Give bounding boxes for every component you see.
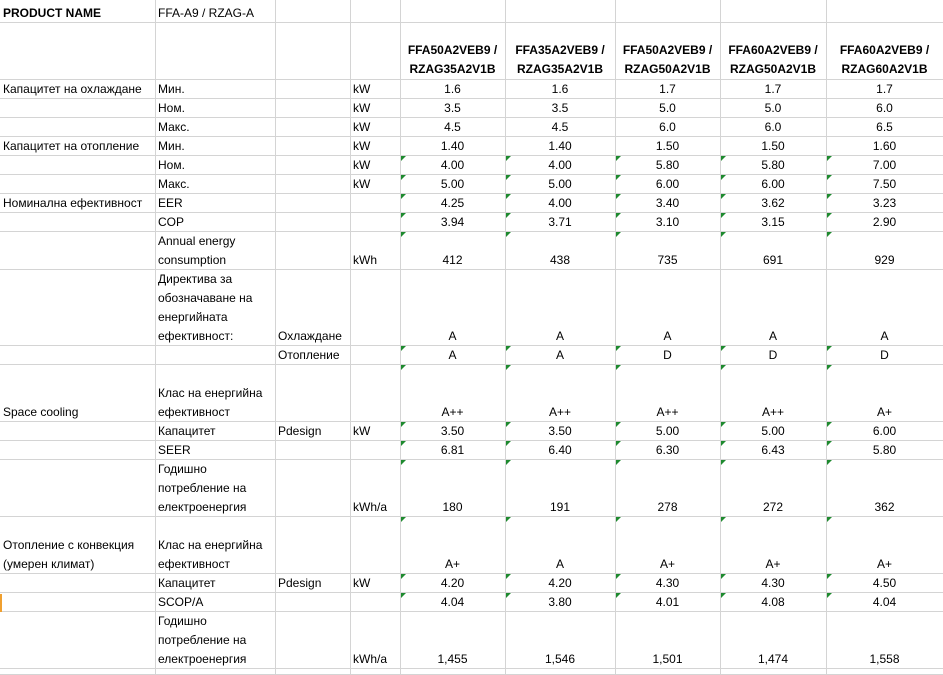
value-cell[interactable]: 4.00	[548, 196, 572, 210]
row-unit-label[interactable]: kW	[353, 120, 371, 134]
error-indicator-icon	[827, 346, 832, 351]
value-cell[interactable]: 4.20	[440, 576, 465, 590]
error-indicator-icon	[827, 441, 832, 446]
value-cell[interactable]: 4.08	[761, 595, 785, 609]
value-cell[interactable]: D	[880, 348, 889, 362]
value-cell[interactable]: 6.00	[872, 424, 897, 438]
error-indicator-icon	[616, 365, 621, 370]
value-cell[interactable]: 3.40	[655, 196, 680, 210]
error-indicator-icon	[827, 365, 832, 370]
value-cell[interactable]: 1.7	[876, 82, 893, 96]
value-cell[interactable]: 191	[549, 500, 571, 514]
value-cell[interactable]: 1.7	[764, 82, 782, 96]
value-cell[interactable]: 412	[442, 253, 463, 267]
product-name-label[interactable]: PRODUCT NAME	[3, 6, 101, 20]
value-cell[interactable]: 3.94	[440, 215, 465, 229]
value-cell[interactable]: A	[555, 557, 564, 571]
error-indicator-icon	[827, 422, 832, 427]
error-indicator-icon	[401, 213, 406, 218]
value-cell[interactable]: 6.0	[659, 120, 676, 134]
model-indoor-name: FFA60A2VEB9 /	[839, 43, 930, 57]
row-group-label[interactable]: Капацитет на охлаждане	[3, 82, 142, 96]
error-indicator-icon	[616, 441, 621, 446]
model-header-cell[interactable]	[400, 41, 505, 79]
model-outdoor-name: RZAG35A2V1B	[516, 62, 604, 76]
value-cell[interactable]: A+	[444, 557, 460, 571]
row-gridline	[0, 22, 943, 23]
value-cell[interactable]: 4.20	[548, 576, 572, 590]
value-cell[interactable]: 3.71	[548, 215, 572, 229]
value-cell[interactable]: 6.30	[655, 443, 680, 457]
error-indicator-icon	[401, 232, 406, 237]
error-indicator-icon	[616, 460, 621, 465]
model-outdoor-name: RZAG35A2V1B	[409, 62, 496, 76]
value-cell[interactable]: 4.04	[872, 595, 897, 609]
error-indicator-icon	[827, 460, 832, 465]
value-cell[interactable]: 5.80	[872, 443, 897, 457]
row-sub-label[interactable]: Макс.	[158, 120, 190, 134]
row-parameter-label[interactable]: Pdesign	[278, 424, 322, 438]
value-cell[interactable]: 6.00	[655, 177, 680, 191]
error-indicator-icon	[827, 156, 832, 161]
row-unit-label[interactable]: kW	[353, 82, 371, 96]
value-cell[interactable]: 1,501	[652, 652, 683, 666]
row-sub-label[interactable]: Ном.	[158, 101, 185, 115]
row-sub-label[interactable]: Макс.	[158, 177, 190, 191]
value-cell[interactable]: A++	[441, 405, 464, 419]
error-indicator-icon	[721, 194, 726, 199]
value-cell[interactable]: A++	[761, 405, 785, 419]
error-indicator-icon	[616, 175, 621, 180]
error-indicator-icon	[721, 232, 726, 237]
error-indicator-icon	[616, 593, 621, 598]
value-cell[interactable]: 4.30	[655, 576, 680, 590]
value-cell[interactable]: A+	[765, 557, 781, 571]
value-cell[interactable]: 5.0	[659, 101, 676, 115]
row-unit-label[interactable]: kWh	[353, 253, 377, 267]
value-cell[interactable]: 7.50	[872, 177, 897, 191]
value-cell[interactable]: 362	[874, 500, 895, 514]
model-indoor-name: FFA35A2VEB9 /	[515, 43, 605, 57]
value-cell[interactable]: 272	[762, 500, 784, 514]
row-unit-label[interactable]: kW	[353, 177, 371, 191]
value-cell[interactable]: 4.30	[761, 576, 785, 590]
value-cell[interactable]: 4.5	[551, 120, 569, 134]
error-indicator-icon	[616, 194, 621, 199]
value-cell[interactable]: 3.5	[551, 101, 569, 115]
row-sub-label[interactable]: Мин.	[158, 82, 185, 96]
value-cell[interactable]: 1.50	[761, 139, 785, 153]
value-cell[interactable]: 6.0	[876, 101, 893, 115]
value-cell[interactable]: 4.01	[655, 595, 680, 609]
error-indicator-icon	[401, 593, 406, 598]
row-sub-label[interactable]: Мин.	[158, 139, 185, 153]
model-header-cell[interactable]	[826, 41, 943, 79]
error-indicator-icon	[721, 156, 726, 161]
error-indicator-icon	[506, 232, 511, 237]
model-indoor-name: FFA60A2VEB9 /	[728, 43, 818, 57]
row-sub-label[interactable]: SEER	[158, 443, 191, 457]
value-cell[interactable]: 1.6	[551, 82, 569, 96]
value-cell[interactable]: 6.00	[761, 177, 785, 191]
error-indicator-icon	[827, 175, 832, 180]
value-cell[interactable]: 4.50	[872, 576, 897, 590]
error-indicator-icon	[506, 194, 511, 199]
value-cell[interactable]: A	[555, 329, 564, 343]
error-indicator-icon	[616, 574, 621, 579]
model-indoor-name: FFA50A2VEB9 /	[622, 43, 713, 57]
row-group-label[interactable]: Капацитет на отопление	[3, 139, 140, 153]
row-unit-label[interactable]: kW	[353, 424, 371, 438]
value-cell[interactable]: 5.0	[764, 101, 782, 115]
value-cell[interactable]: 4.5	[444, 120, 461, 134]
value-cell[interactable]: 1,455	[437, 652, 468, 666]
error-indicator-icon	[401, 156, 406, 161]
row-sub-label[interactable]: Капацитет	[158, 576, 216, 590]
value-cell[interactable]: A	[555, 348, 564, 362]
error-indicator-icon	[827, 517, 832, 522]
value-cell[interactable]: A	[448, 329, 457, 343]
error-indicator-icon	[721, 574, 726, 579]
value-cell[interactable]: 1,558	[869, 652, 900, 666]
model-header-cell[interactable]	[615, 41, 720, 79]
error-indicator-icon	[616, 346, 621, 351]
row-sub-label[interactable]: Директива за обозначаване на енергийната ефективност:	[158, 272, 253, 343]
value-cell[interactable]: 691	[762, 253, 784, 267]
error-indicator-icon	[506, 593, 511, 598]
value-cell[interactable]: 438	[549, 253, 571, 267]
value-cell[interactable]: A+	[659, 557, 675, 571]
error-indicator-icon	[506, 213, 511, 218]
error-indicator-icon	[721, 517, 726, 522]
value-cell[interactable]: 2.90	[872, 215, 897, 229]
error-indicator-icon	[721, 460, 726, 465]
error-indicator-icon	[721, 593, 726, 598]
value-cell[interactable]: 180	[442, 500, 463, 514]
row-sub-label[interactable]: EER	[158, 196, 183, 210]
error-indicator-icon	[827, 213, 832, 218]
value-cell[interactable]: 3.62	[761, 196, 785, 210]
row-unit-label[interactable]: kW	[353, 158, 371, 172]
value-cell[interactable]: 3.50	[440, 424, 465, 438]
value-cell[interactable]: D	[768, 348, 778, 362]
model-outdoor-name: RZAG60A2V1B	[841, 62, 928, 76]
value-cell[interactable]: 5.00	[548, 177, 572, 191]
error-indicator-icon	[721, 346, 726, 351]
row-group-label[interactable]: Отопление с конвекция (умерен климат)	[3, 538, 135, 571]
value-cell[interactable]: 1.60	[872, 139, 897, 153]
value-cell[interactable]: 1,546	[544, 652, 576, 666]
error-indicator-icon	[506, 441, 511, 446]
value-cell[interactable]: 3.15	[761, 215, 785, 229]
error-indicator-icon	[827, 232, 832, 237]
row-unit-label[interactable]: kW	[353, 139, 371, 153]
value-cell[interactable]: A	[663, 329, 672, 343]
error-indicator-icon	[616, 213, 621, 218]
value-cell[interactable]: 1.40	[548, 139, 572, 153]
value-cell[interactable]: 5.00	[440, 177, 465, 191]
error-indicator-icon	[401, 365, 406, 370]
error-indicator-icon	[721, 213, 726, 218]
error-indicator-icon	[401, 441, 406, 446]
error-indicator-icon	[506, 460, 511, 465]
row-sub-label[interactable]: Annual energy consumption	[158, 234, 236, 267]
error-indicator-icon	[401, 517, 406, 522]
model-header-cell[interactable]	[720, 41, 826, 79]
value-cell[interactable]: A	[448, 348, 457, 362]
row-sub-label[interactable]: Капацитет	[158, 424, 216, 438]
value-cell[interactable]: 3.23	[872, 196, 897, 210]
row-sub-label[interactable]: Годишно потребление на електроенергия	[158, 614, 247, 666]
value-cell[interactable]: 1.6	[444, 82, 461, 96]
value-cell[interactable]: 1.7	[659, 82, 676, 96]
error-indicator-icon	[506, 156, 511, 161]
error-indicator-icon	[616, 422, 621, 427]
value-cell[interactable]: 1,474	[757, 652, 789, 666]
value-cell[interactable]: A++	[548, 405, 572, 419]
error-indicator-icon	[616, 517, 621, 522]
error-indicator-icon	[616, 232, 621, 237]
error-indicator-icon	[401, 175, 406, 180]
row-unit-label[interactable]: kWh/a	[353, 652, 388, 666]
row-sub-label[interactable]: Клас на енергийна ефективност	[158, 538, 263, 571]
value-cell[interactable]: A	[768, 329, 777, 343]
value-cell[interactable]: 6.0	[764, 120, 782, 134]
error-indicator-icon	[401, 422, 406, 427]
value-cell[interactable]: 3.5	[444, 101, 461, 115]
error-indicator-icon	[506, 574, 511, 579]
error-indicator-icon	[827, 194, 832, 199]
row-sub-label[interactable]: Ном.	[158, 158, 185, 172]
error-indicator-icon	[506, 346, 511, 351]
row-selection-marker	[0, 594, 2, 612]
value-cell[interactable]: 5.80	[655, 158, 680, 172]
value-cell[interactable]: 4.25	[440, 196, 465, 210]
row-parameter-label[interactable]: Охлаждане	[278, 329, 342, 343]
model-indoor-name: FFA50A2VEB9 /	[407, 43, 498, 57]
error-indicator-icon	[506, 175, 511, 180]
error-indicator-icon	[401, 194, 406, 199]
row-unit-label[interactable]: kW	[353, 101, 371, 115]
model-outdoor-name: RZAG50A2V1B	[729, 62, 817, 76]
value-cell[interactable]: A+	[876, 405, 892, 419]
error-indicator-icon	[721, 175, 726, 180]
row-unit-label[interactable]: kW	[353, 576, 371, 590]
error-indicator-icon	[401, 346, 406, 351]
product-name-value[interactable]: FFA-A9 / RZAG-A	[158, 6, 255, 20]
value-cell[interactable]: 3.10	[655, 215, 680, 229]
value-cell[interactable]: 735	[657, 253, 678, 267]
row-sub-label[interactable]: COP	[158, 215, 185, 229]
value-cell[interactable]: A	[880, 329, 889, 343]
error-indicator-icon	[506, 365, 511, 370]
row-parameter-label[interactable]: Отопление	[278, 348, 340, 362]
value-cell[interactable]: 7.00	[872, 158, 897, 172]
value-cell[interactable]: 1.50	[655, 139, 680, 153]
error-indicator-icon	[827, 593, 832, 598]
value-cell[interactable]: A+	[876, 557, 892, 571]
value-cell[interactable]: 3.80	[548, 595, 572, 609]
row-parameter-label[interactable]: Pdesign	[278, 576, 322, 590]
error-indicator-icon	[827, 574, 832, 579]
value-cell[interactable]: 6.81	[440, 443, 465, 457]
row-sub-label[interactable]: Годишно потребление на електроенергия	[158, 462, 247, 514]
error-indicator-icon	[721, 422, 726, 427]
model-header-cell[interactable]	[505, 41, 615, 79]
model-outdoor-name: RZAG50A2V1B	[624, 62, 711, 76]
error-indicator-icon	[401, 460, 406, 465]
error-indicator-icon	[616, 156, 621, 161]
value-cell[interactable]: 3.50	[548, 424, 572, 438]
value-cell[interactable]: 5.80	[761, 158, 785, 172]
value-cell[interactable]: 4.00	[548, 158, 572, 172]
value-cell[interactable]: 1.40	[440, 139, 465, 153]
value-cell[interactable]: 6.43	[761, 443, 785, 457]
value-cell[interactable]: 5.00	[655, 424, 680, 438]
value-cell[interactable]: 4.00	[440, 158, 465, 172]
error-indicator-icon	[721, 365, 726, 370]
value-cell[interactable]: 4.04	[440, 595, 465, 609]
row-unit-label[interactable]: kWh/a	[353, 500, 388, 514]
value-cell[interactable]: 278	[657, 500, 678, 514]
value-cell[interactable]: A++	[656, 405, 679, 419]
value-cell[interactable]: 929	[874, 253, 895, 267]
row-sub-label[interactable]: Клас на енергийна ефективност	[158, 386, 263, 419]
value-cell[interactable]: 6.5	[876, 120, 893, 134]
value-cell[interactable]: D	[663, 348, 672, 362]
row-group-label[interactable]: Номинална ефективност	[3, 196, 143, 210]
error-indicator-icon	[506, 422, 511, 427]
value-cell[interactable]: 6.40	[548, 443, 572, 457]
row-sub-label[interactable]: SCOP/A	[158, 595, 204, 609]
error-indicator-icon	[401, 574, 406, 579]
error-indicator-icon	[721, 441, 726, 446]
value-cell[interactable]: 5.00	[761, 424, 785, 438]
row-group-label[interactable]: Space cooling	[3, 405, 79, 419]
error-indicator-icon	[506, 517, 511, 522]
